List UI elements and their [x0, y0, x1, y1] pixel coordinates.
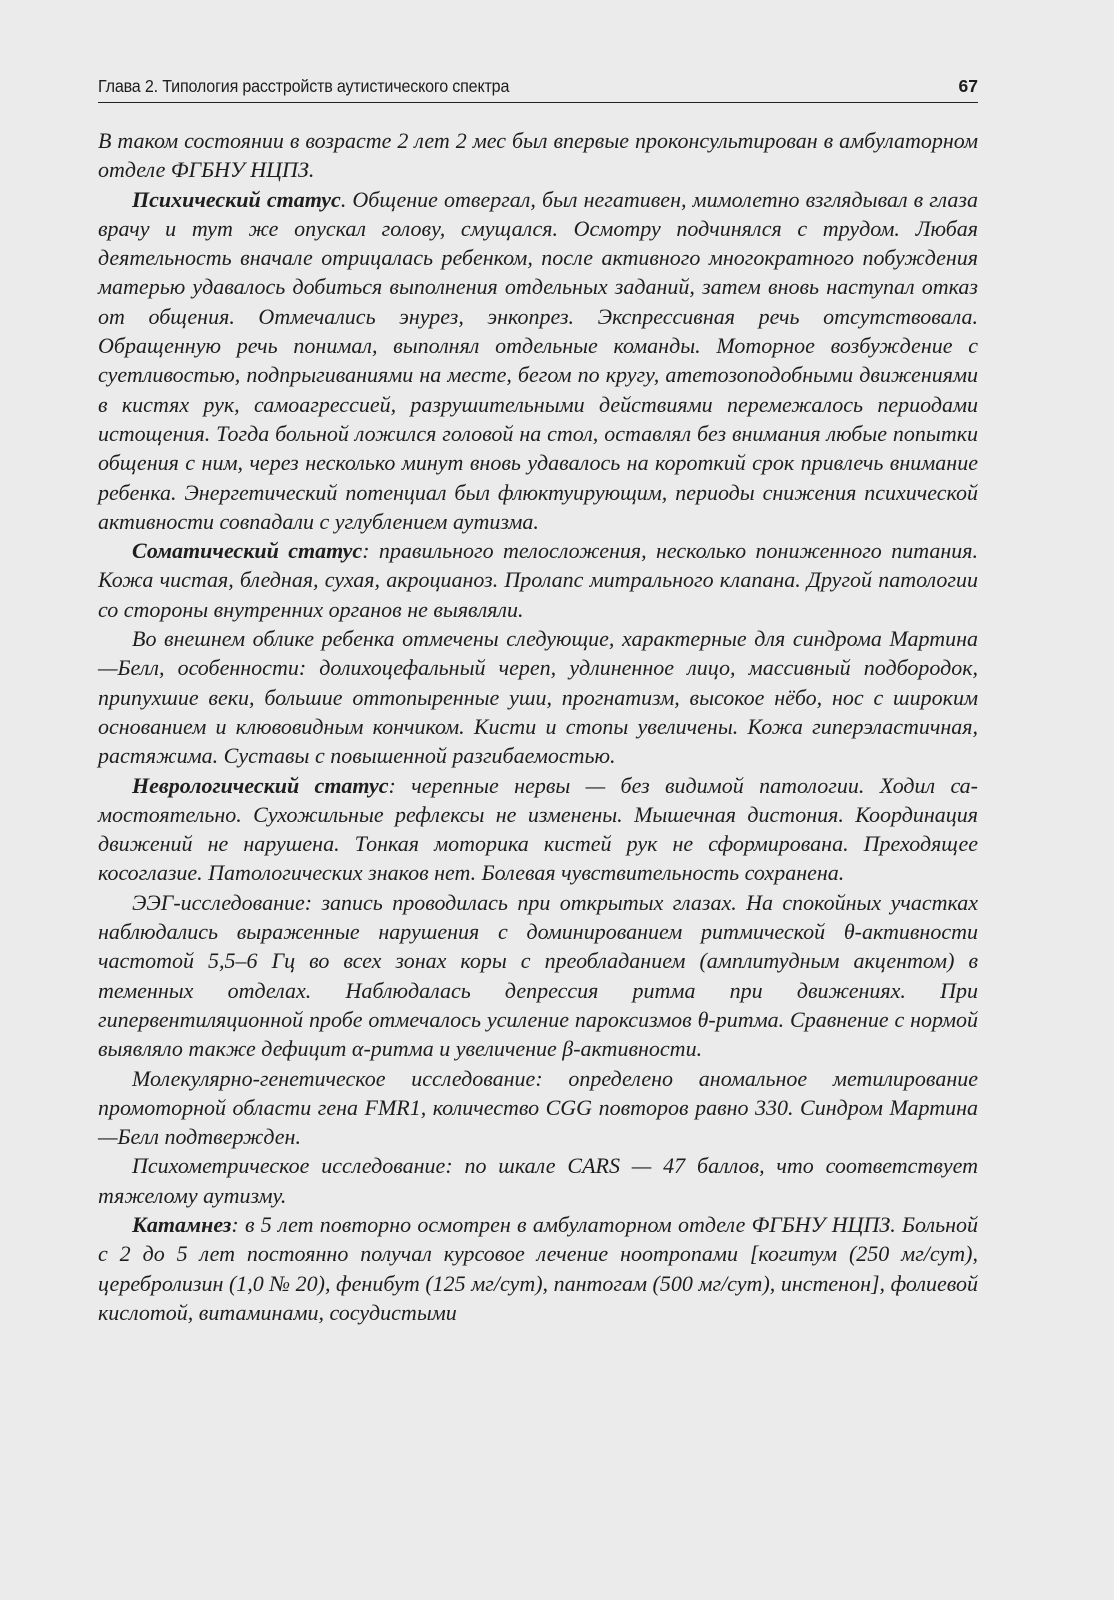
paragraph-lead: Катамнез: [132, 1211, 232, 1237]
paragraph: [98, 888, 978, 1064]
paragraph: [98, 185, 978, 537]
paragraph: [98, 126, 978, 185]
body-text: [98, 126, 978, 1327]
paragraph: [98, 1210, 978, 1327]
paragraph-text: Молекулярно-генетическое исследование: определено аномальное метилирование промоторной области гена FMR1, количество CGG повторов равно 330. Синдром Мартина—Белл подтвержден.: [98, 1065, 978, 1150]
paragraph: [98, 1064, 978, 1152]
paragraph-text: : в 5 лет повторно осмотрен в амбулаторном отделе ФГБНУ НЦПЗ. Больной с 2 до 5 лет постоянно получал курсовое лечение ноотропами [когитум (250 мг/сут), церебролизин (1,0 № 20), фенибут (125 мг/сут), пантогам (500 мг/сут), инстенон], фолиевой кислотой, витаминами, сосудистыми: [98, 1211, 978, 1325]
paragraph: [98, 624, 978, 770]
paragraph-text: ЭЭГ-исследование: запись проводилась при открытых глазах. На спокойных участках наблюдались выраженные нарушения с доминированием ритмической θ-активности частотой 5,5–6 Гц во всех зонах коры с преобладанием (амплитудным акцентом) в теменных отделах. Наблюдалась депрессия ритма при движениях. При гипервентиляционной пробе отмечалось усиление пароксизмов θ-ритма. Сравнение с нормой выявляло также дефицит α-ритма и увеличение β-активности.: [98, 889, 978, 1062]
paragraph-text: Во внешнем облике ребенка отмечены следующие, характерные для синдрома Мартина—Белл, особенности: долихоцефальный череп, удлиненное лицо, массивный подбородок, припухшие веки, большие оттопыренные уши, прогнатизм, высокое нёбо, нос с широким основанием и клювовидным кончиком. Кисти и стопы увеличены. Кожа гиперэластичная, растяжима. Суставы с повышенной разгибаемостью.: [98, 626, 978, 769]
paragraph: [98, 771, 978, 888]
paragraph-lead: Неврологический статус: [132, 772, 389, 798]
paragraph-lead: Соматический статус: [132, 538, 363, 564]
running-header: [98, 76, 978, 103]
paragraph: [98, 1151, 978, 1210]
chapter-title: Глава 2. Типология расстройств аутистического спектра: [98, 76, 510, 96]
paragraph-text: : черепные нервы — без видимой патологии. Ходил самостоятельно. Сухожильные рефлексы не изменены. Мышечная дистония. Координация движений не нарушена. Тонкая моторика кистей рук не сформирована. Преходящее косоглазие. Патологических знаков нет. Болевая чувствительность сохранена.: [98, 772, 978, 886]
paragraph-text: В таком состоянии в возрасте 2 лет 2 мес был впервые проконсультирован в амбулаторном отделе ФГБНУ НЦПЗ.: [98, 128, 978, 183]
page-number: 67: [958, 76, 978, 96]
paragraph-text: Психометрическое исследование: по шкале CARS — 47 баллов, что соответствует тяжелому аутизму.: [98, 1153, 978, 1208]
paragraph-lead: Психический статус: [132, 186, 341, 212]
paragraph-text: : правильного телосложения, несколько пониженного питания. Кожа чистая, бледная, сухая, акроцианоз. Пролапс митрального клапана. Другой патологии со стороны внутренних органов не выявляли.: [98, 538, 978, 622]
paragraph-text: . Общение отвергал, был негативен, мимолетно взглядывал в глаза врачу и тут же опускал голову, смущался. Осмотру подчинялся с трудом. Любая деятельность вначале отрицалась ребенком, после активного многократного побуждения матерью удавалось добиться выполнения отдельных заданий, затем вновь наступал отказ от общения. Отмечались энурез, энкопрез. Экспрессивная речь отсутствовала. Обращенную речь понимал, выполнял отдельные команды. Моторное возбуждение с суетливостью, подпрыгиваниями на месте, бегом по кругу, атетозоподобными движениями в кистях рук, самоагрессией, разрушительными действиями перемежалось периодами истощения. Тогда больной ложился головой на стол, оставлял без внимания любые попытки общения с ним, через несколько минут вновь удавалось на короткий срок привлечь внимание ребенка. Энергетический потенциал был флюктуирующим, периоды снижения психической активности совпадали с углублением аутизма.: [98, 186, 978, 534]
paragraph: [98, 536, 978, 624]
